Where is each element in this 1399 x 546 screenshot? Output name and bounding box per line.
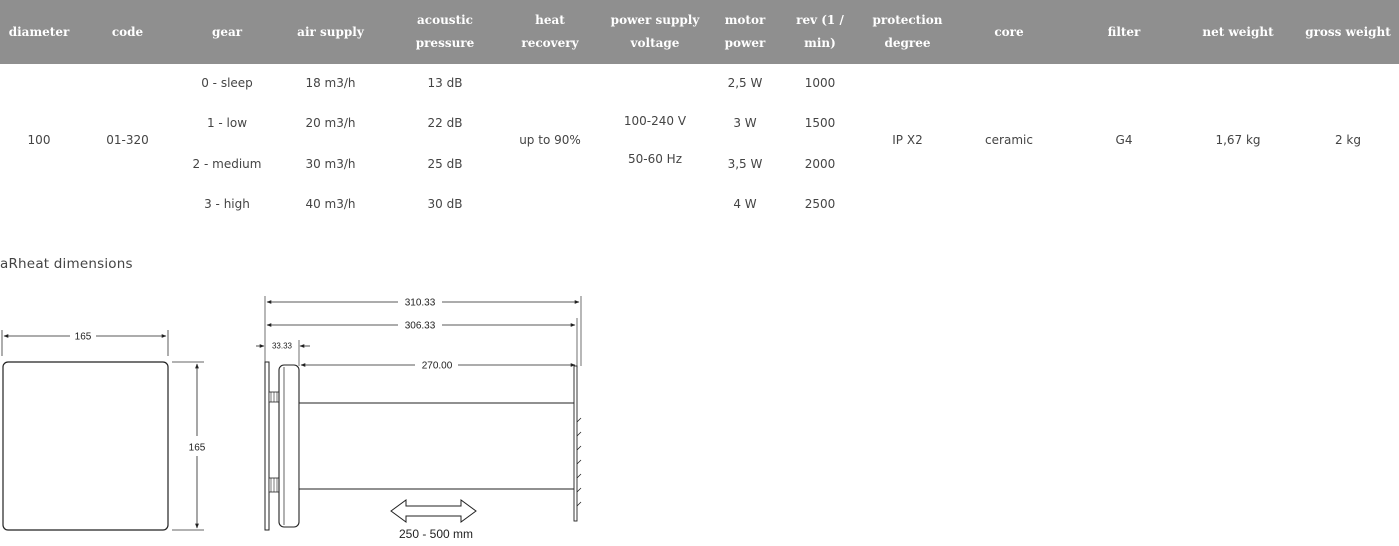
cell-air-supply: [277, 64, 384, 216]
cell-gross-weight: 2 kg: [1334, 133, 1361, 147]
front-height-label: 165: [188, 442, 206, 454]
rev-value: 2500: [804, 196, 836, 211]
rev-value: 2000: [804, 156, 836, 171]
rev-value: 1500: [804, 116, 836, 131]
gear-value: 1 - low: [206, 116, 248, 131]
overall-length-label: 310.33: [404, 297, 436, 309]
cell-gear: [177, 64, 277, 216]
header-power-supply: power supply voltage: [594, 0, 716, 64]
header-gross-weight: gross weight: [1297, 0, 1399, 64]
spec-table: [0, 0, 1399, 216]
dimensions-title: aRheat dimensions: [0, 256, 133, 272]
front-plate: [265, 362, 269, 530]
cell-power-supply: [594, 64, 716, 216]
cell-net-weight: 1,67 kg: [1215, 133, 1261, 147]
cell-acoustic-pressure: [384, 64, 506, 216]
gear-value: 0 - sleep: [201, 76, 253, 90]
acoustic-value: 30 dB: [427, 196, 463, 211]
gear-value: 3 - high: [204, 196, 250, 211]
front-view: [2, 330, 206, 530]
header-filter: filter: [1069, 0, 1179, 64]
rev-value: 1000: [804, 76, 836, 90]
header-motor-power: motor power: [716, 0, 774, 64]
header-diameter: diameter: [0, 0, 78, 64]
motor-power-value: 3,5 W: [727, 156, 763, 171]
air-supply-value: 20 m3/h: [305, 116, 356, 131]
acoustic-value: 25 dB: [427, 156, 463, 171]
flange-depth-label: 33.33: [271, 341, 293, 351]
header-heat-recovery: heat recovery: [506, 0, 594, 64]
header-net-weight: net weight: [1179, 0, 1297, 64]
header-air-supply: air supply: [277, 0, 384, 64]
header-core: core: [949, 0, 1069, 64]
cell-protection-degree: IP X2: [892, 133, 923, 147]
side-view: [256, 296, 581, 541]
housing: [279, 365, 299, 527]
header-code: code: [78, 0, 177, 64]
adjustable-range-arrow: [391, 500, 476, 522]
acoustic-value: 13 dB: [427, 76, 463, 90]
grille-fins: [577, 418, 581, 506]
total-length-label: 306.33: [404, 320, 436, 332]
motor-power-value: 3 W: [733, 116, 757, 131]
cell-rev: [774, 64, 866, 216]
cell-filter: G4: [1115, 133, 1133, 147]
header-protection-degree: protection degree: [866, 0, 949, 64]
adjustable-range-label: 250 - 500 mm: [398, 527, 474, 541]
power-supply-value: 100-240 V: [623, 114, 687, 128]
cell-diameter: 100: [27, 133, 51, 147]
air-supply-value: 40 m3/h: [305, 196, 356, 211]
table-header-row: [0, 0, 1399, 64]
air-supply-value: 18 m3/h: [305, 76, 356, 90]
header-acoustic-pressure: acoustic pressure: [384, 0, 506, 64]
motor-power-value: 4 W: [733, 196, 757, 211]
front-width-label: 165: [74, 331, 92, 343]
motor-power-value: 2,5 W: [727, 76, 763, 90]
table-row: [0, 64, 1399, 216]
cell-code: 01-320: [106, 133, 149, 147]
end-grille: [574, 366, 577, 521]
header-rev: rev (1 / min): [774, 0, 866, 64]
cell-heat-recovery: up to 90%: [519, 133, 581, 147]
header-gear: gear: [177, 0, 277, 64]
air-supply-value: 30 m3/h: [305, 156, 356, 171]
tube: [299, 403, 575, 489]
cell-motor-power: [716, 64, 774, 216]
gear-value: 2 - medium: [192, 156, 262, 171]
acoustic-value: 22 dB: [427, 116, 463, 131]
dimension-drawing: [0, 280, 620, 546]
front-panel: [3, 362, 168, 530]
cell-core: ceramic: [985, 133, 1033, 147]
power-supply-value: 50-60 Hz: [627, 152, 682, 166]
tube-length-label: 270.00: [421, 360, 453, 372]
